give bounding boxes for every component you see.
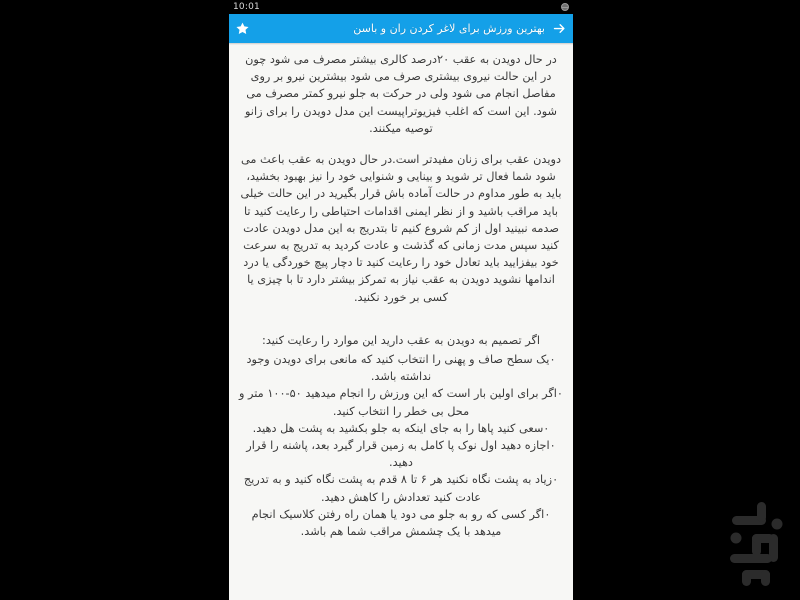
- device-viewport: [229, 0, 573, 600]
- app-bar-title-group: [353, 21, 567, 36]
- article-body: [239, 51, 563, 540]
- globe-icon: [561, 3, 569, 11]
- list-item: ۰اگر کسی که رو به جلو می دود یا همان راه رفتن کلاسیک انجام میدهد با یک چشمش مراقب شما هم باشد.: [251, 507, 551, 539]
- list-item: ۰اجازه دهید اول نوک پا کامل به زمین قرار گیرد بعد، پاشنه را قرار دهید.: [246, 439, 556, 470]
- list-intro-text: اگر تصمیم به دویدن به عقب دارید این موارد را رعایت کنید:: [262, 333, 540, 347]
- status-bar-left-icons: [561, 3, 569, 11]
- app-bar-actions: [235, 21, 250, 36]
- article-scroll-area[interactable]: [229, 45, 573, 600]
- status-bar-clock: 10:01: [233, 2, 260, 12]
- letterbox-left: [0, 0, 229, 600]
- section-spacer: [239, 320, 563, 332]
- star-icon[interactable]: [235, 21, 250, 36]
- page-title: بهترین ورزش برای لاغر کردن ران و باسن: [353, 21, 545, 35]
- app-bar: [229, 14, 573, 43]
- list-item: ۰یک سطح صاف و پهنی را انتخاب کنید که مانعی برای دویدن وجود نداشته باشد.: [246, 353, 556, 384]
- list-item: ۰سعی کنید پاها را به جای اینکه به جلو بکشید به پشت هل دهید.: [252, 421, 550, 435]
- list-item: ۰زیاد به پشت نگاه نکنید هر ۶ تا ۸ قدم به پشت نگاه کنید و به تدریج عادت کنید تعدادش را کاهش دهید.: [243, 473, 559, 504]
- status-bar: [229, 0, 573, 14]
- article-paragraph: دویدن عقب برای زنان مفیدتر است.در حال دویدن به عقب باعث می شود شما فعال تر شوید و بینایی و شنوایی خود را نیز بهبود بخشید، باید به طور مداوم در حالت آماده باش قرار بگیرید در این حالت خیلی باید مراقب باشید و از نظر ایمنی اقدامات احتیاطی را رعایت کنید تا صدمه نبینید اول از کم شروع کنیم تا بتدریج به این مدل دویدن عادت کنید سپس مدت زمانی که گذشت و عادت کردید به تدریج به سرعت خود بیفزایید باید تعادل خود را رعایت کنید تا دچار پیچ خوردگی یا درد اندامها نشوید دویدن به عقب نیاز به تمرکز بیشتر دارد تا با چیزی یا کسی بر خورد نکنید.: [240, 153, 562, 304]
- arrow-right-icon[interactable]: [552, 21, 567, 36]
- list-item: ۰اگر برای اولین بار است که این ورزش را انجام میدهید ۵۰-۱۰۰ متر و محل بی خطر را انتخاب کنید.: [238, 387, 563, 418]
- article-paragraph: در حال دویدن به عقب ۲۰درصد کالری بیشتر مصرف می شود چون در این حالت نیروی بیشتری صرف می شود بیشترین نیرو بر روی مفاصل انجام می شود ولی در حرکت به جلو نیرو کمتر مصرف می شود. این است که اغلب فیزیوتراپیست این مدل دویدن را برای زانو توصیه میکنند.: [244, 53, 558, 135]
- bazaar-logo-watermark: [716, 496, 790, 586]
- letterbox-right: [573, 0, 800, 600]
- advice-bullet-list: [239, 351, 563, 540]
